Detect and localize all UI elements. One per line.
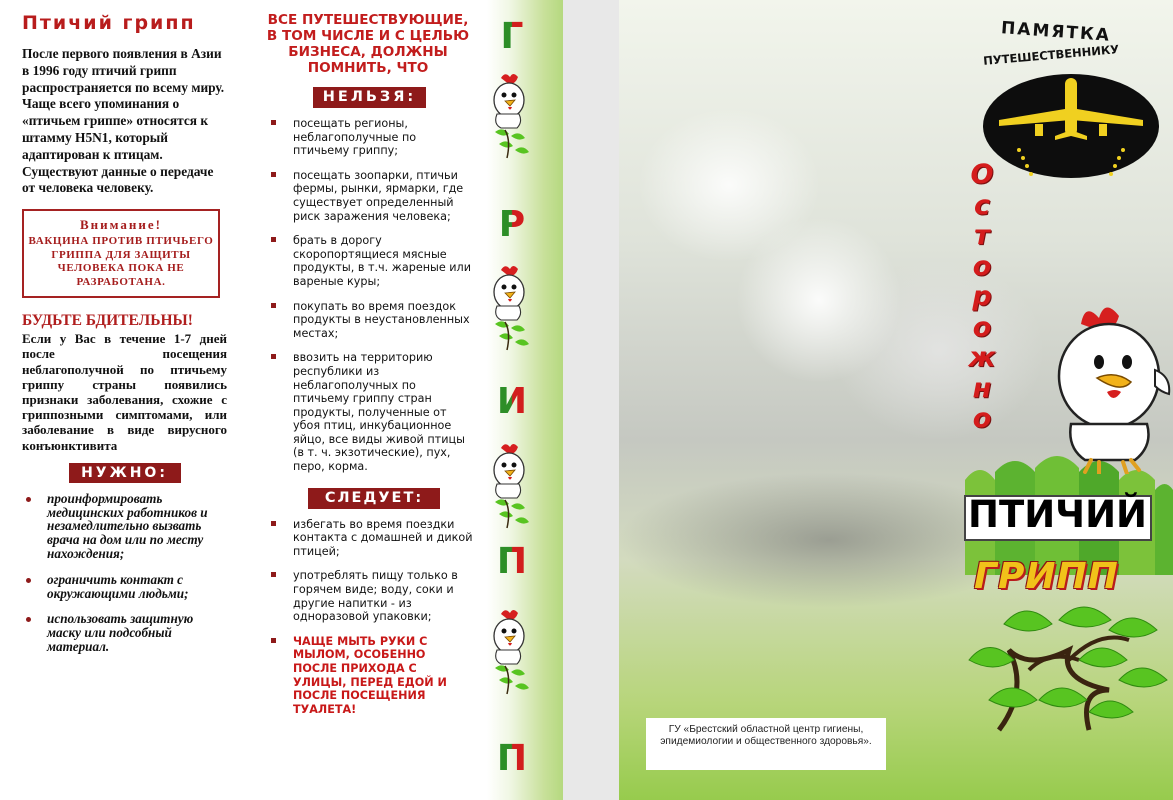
info-column — [22, 12, 227, 666]
brochure-inner-page — [0, 0, 563, 800]
intro-paragraph: После первого появления в Азии в 1996 году птичий грипп распространяется по всему миру. Чаще всего упоминания о «птичьем гриппе» относятся к штамму H5N1, который адаптирован к птицам. Существуют данные о передаче от человека человеку. — [22, 46, 225, 196]
cover-title-memo: ПАМЯТКА — [1000, 18, 1112, 46]
vigilant-paragraph: Если у Вас в течение 1-7 дней после посещения неблагополучной по птичьему гриппу страны появились признаки заболевания, схожие с гриппозными симптомами, или заболевание в виде вирусного конъюнктивита — [22, 331, 227, 453]
list-item: посещать регионы, неблагополучные по птичьему гриппу; — [263, 117, 473, 158]
chick-icon — [1047, 296, 1173, 474]
list-item: избегать во время поездки контакта с домашней и дикой птицей; — [263, 518, 473, 559]
forbid-banner: НЕЛЬЗЯ: — [313, 87, 426, 108]
list-item: ограничить контакт с окружающими людьми; — [22, 573, 227, 601]
list-item: брать в дорогу скоропортящиеся мясные продукты, в т.ч. жареные или вареные куры; — [263, 234, 473, 288]
need-list — [22, 492, 227, 654]
organization-caption: ГУ «Брестский областной центр гигиены, эпидемиологии и общественного здоровья». — [646, 718, 886, 770]
rules-column — [263, 12, 473, 727]
chick-icon — [487, 440, 547, 532]
attention-text: ВАКЦИНА ПРОТИВ ПТИЧЬЕГО ГРИППА ДЛЯ ЗАЩИТЫ ЧЕЛОВЕКА ПОКА НЕ РАЗРАБОТАНА. — [28, 235, 214, 288]
attention-box — [22, 209, 220, 298]
strip-letter: Р — [498, 204, 526, 245]
cover-title-traveler: ПУТЕШЕСТВЕННИКУ — [982, 42, 1120, 68]
hand-wash-highlight: ЧАЩЕ МЫТЬ РУКИ С МЫЛОМ, ОСОБЕННО ПОСЛЕ ПРИХОДА С УЛИЦЫ, ПЕРЕД ЕДОЙ И ПОСЛЕ ПОСЕЩЕНИЯ ТУАЛЕТА! — [263, 635, 473, 717]
list-item: посещать зоопарки, птичьи фермы, рынки, ярмарки, где существует определенный риск заражения человека; — [263, 169, 473, 223]
strip-letter: П — [496, 541, 528, 582]
flu-title: ГРИПП — [974, 556, 1119, 597]
strip-letter: П — [496, 738, 528, 779]
need-banner: НУЖНО: — [69, 463, 181, 483]
bonsai-tree-icon — [959, 600, 1173, 740]
column-title: Птичий грипп — [22, 12, 196, 34]
attention-title: Внимание! — [80, 217, 162, 233]
chick-icon — [487, 70, 547, 162]
strip-letter: Г — [500, 16, 524, 57]
bird-flu-title: ПТИЧИЙ — [968, 493, 1148, 536]
list-item: проинформировать медицинских работников и незамедлительно вызвать врача на дом или по месту нахождения; — [22, 492, 227, 561]
chick-icon — [487, 606, 547, 698]
brochure-cover-page — [619, 0, 1173, 800]
follow-list — [263, 518, 473, 717]
list-item: употреблять пищу только в горячем виде; воду, соки и другие напитки - из одноразовой упаковки; — [263, 569, 473, 623]
rules-heading: ВСЕ ПУТЕШЕСТВУЮЩИЕ, В ТОМ ЧИСЛЕ И С ЦЕЛЬЮ БИЗНЕСА, ДОЛЖНЫ ПОМНИТЬ, ЧТО — [266, 12, 470, 76]
strip-letter: И — [496, 381, 528, 422]
chick-icon — [487, 262, 547, 354]
list-item: покупать во время поездок продукты в неустановленных местах; — [263, 300, 473, 341]
airplane-logo-icon — [979, 68, 1164, 188]
follow-banner: СЛЕДУЕТ: — [308, 488, 440, 509]
list-item: использовать защитную маску или подсобный материал. — [22, 612, 227, 653]
decorative-strip — [487, 0, 563, 800]
vigilant-heading: БУДЬТЕ БДИТЕЛЬНЫ! — [22, 312, 193, 330]
forbid-list — [263, 117, 473, 474]
list-item: ввозить на территорию республики из неблагополучных по птичьему гриппу стран продукты, полученные от убоя птиц, инкубационное яйцо, все виды живой птицы (в т. ч. экзотические), пух, перо, корма. — [263, 351, 473, 473]
careful-vertical-word: О с т о р о ж н о — [968, 159, 996, 434]
